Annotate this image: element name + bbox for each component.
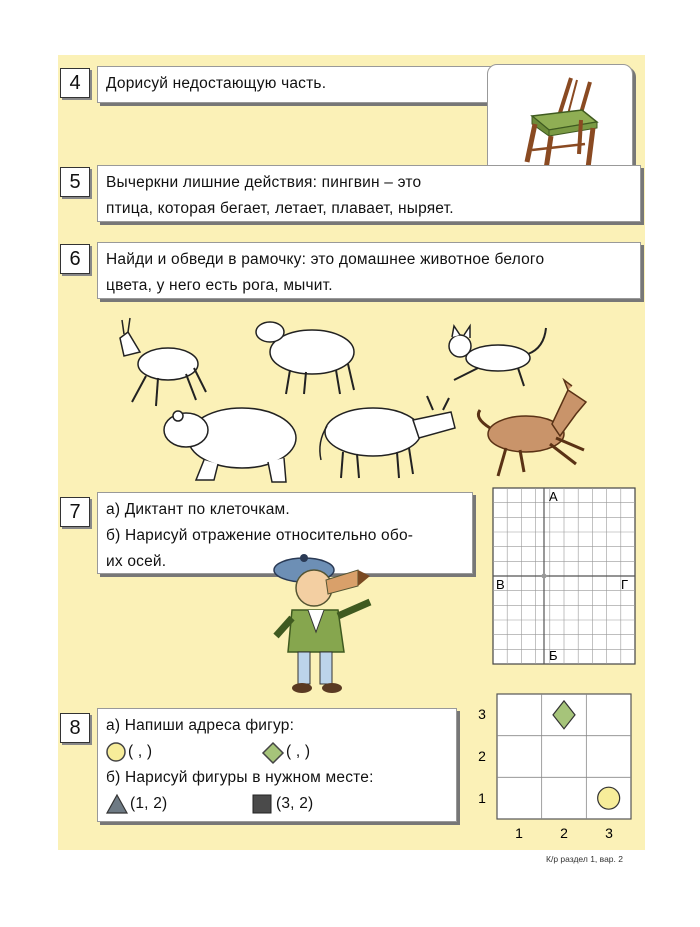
cow-illustration — [315, 382, 465, 482]
task-5-number: 5 — [60, 167, 90, 197]
task-5-box — [97, 165, 641, 222]
grid-7-label-v: В — [496, 577, 505, 592]
square-shape-icon — [252, 794, 274, 823]
task-7-line-3: их осей. — [106, 553, 167, 570]
grid-8-circle-shape — [598, 787, 620, 809]
page-footer: К/р раздел 1, вар. 2 — [546, 854, 623, 864]
task-8-line-1: а) Напиши адреса фигур: — [106, 717, 295, 734]
task-5-line-1: Вычеркни лишние действия: пингвин – это — [106, 174, 422, 191]
task-4-text: Дорисуй недостающую часть. — [106, 75, 327, 92]
task-6-number: 6 — [60, 244, 90, 274]
diamond-address-blank: ( , ) — [286, 743, 311, 760]
axis-grid-7 — [493, 488, 635, 664]
task-6-line-1: Найди и обведи в рамочку: это домашнее животное белого — [106, 251, 545, 268]
horse-illustration — [472, 372, 592, 482]
square-coordinates: (3, 2) — [276, 795, 314, 812]
task-8-box — [97, 708, 457, 822]
grid-7-origin — [542, 574, 547, 579]
task-4-box — [97, 66, 507, 103]
task-7-line-2: б) Нарисуй отражение относительно обо- — [106, 527, 414, 544]
task-8-coordinates-row — [106, 791, 448, 817]
circle-address-blank: ( , ) — [128, 743, 153, 760]
grid-8-x-label-2: 2 — [560, 825, 568, 841]
task-8-line-3: б) Нарисуй фигуры в нужном месте: — [106, 769, 374, 786]
grid-7-label-a: А — [549, 489, 558, 504]
task-5-line-2: птица, которая бегает, летает, плавает, ныряет. — [106, 200, 454, 217]
task-8-number: 8 — [60, 713, 90, 743]
grid-8-y-label-3: 3 — [478, 706, 486, 722]
circle-shape-icon — [106, 742, 128, 771]
bear-illustration — [160, 398, 302, 484]
grid-8-y-label-1: 1 — [478, 790, 486, 806]
triangle-shape-icon — [106, 794, 130, 823]
task-8-address-row — [106, 739, 448, 765]
task-6-box — [97, 242, 641, 299]
grid-8-y-label-2: 2 — [478, 748, 486, 764]
triangle-coordinates: (1, 2) — [130, 795, 168, 812]
task-4-number: 4 — [60, 68, 90, 98]
grid-8-x-label-3: 3 — [605, 825, 613, 841]
grid-7-label-b: Б — [549, 648, 558, 663]
grid-8-x-label-1: 1 — [515, 825, 523, 841]
task-7-number: 7 — [60, 497, 90, 527]
task-6-line-2: цвета, у него есть рога, мычит. — [106, 277, 333, 294]
goat-illustration — [110, 312, 210, 412]
coordinate-grid-8 — [470, 694, 640, 844]
grid-7-label-g: Г — [621, 577, 629, 592]
boy-with-pencil-illustration — [262, 540, 392, 700]
diamond-shape-icon — [262, 742, 286, 773]
task-7-line-1: а) Диктант по клеточкам. — [106, 501, 290, 518]
